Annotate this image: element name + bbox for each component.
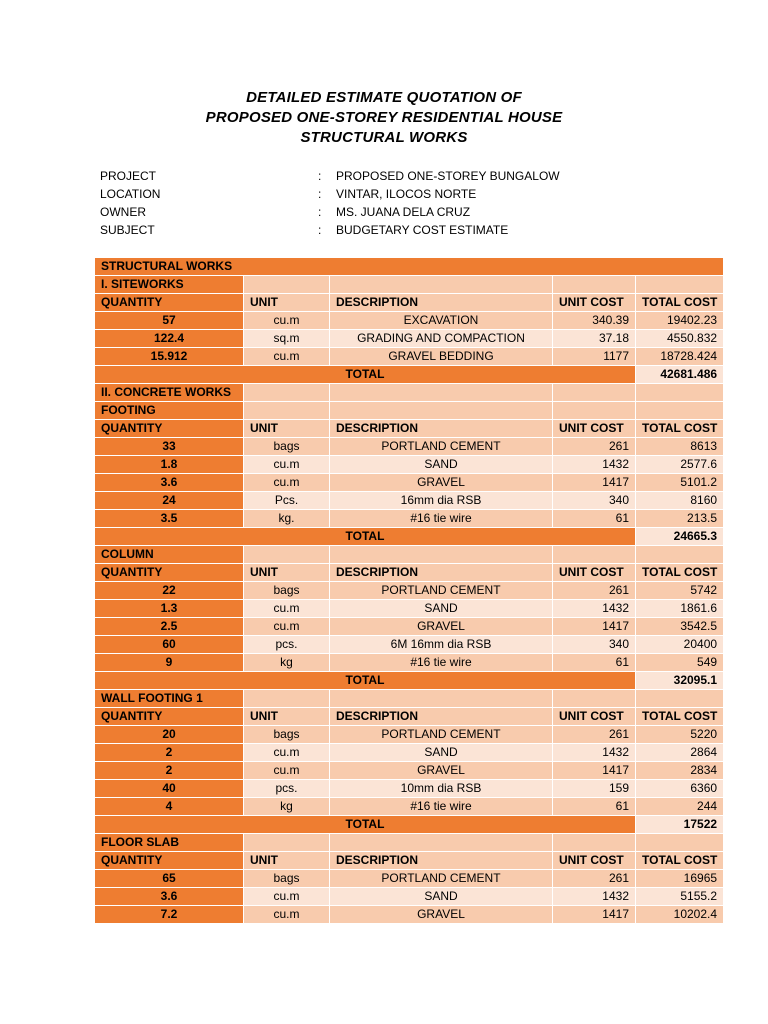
empty-cell [553,546,636,564]
section-title-row [95,546,724,564]
table-row [95,312,724,330]
empty-cell [636,384,724,402]
empty-cell [244,834,330,852]
total-cost-cell: 5155.2 [636,888,724,906]
col-header-unit: UNIT [244,564,330,582]
empty-cell [553,402,636,420]
description-cell: 6M 16mm dia RSB [330,636,553,654]
col-header-quantity: QUANTITY [95,852,244,870]
quantity-cell: 40 [95,780,244,798]
total-row [95,672,724,690]
empty-cell [244,690,330,708]
section-title-siteworks: I. SITEWORKS [95,276,244,294]
unit-cost-cell: 1417 [553,906,636,924]
section-title-row [95,690,724,708]
table-row [95,870,724,888]
unit-cell: cu.m [244,456,330,474]
total-label: TOTAL [95,816,636,834]
quantity-cell: 2 [95,744,244,762]
quantity-cell: 9 [95,654,244,672]
description-cell: PORTLAND CEMENT [330,582,553,600]
unit-cell: cu.m [244,762,330,780]
empty-cell [330,690,553,708]
unit-cell: cu.m [244,600,330,618]
table-row [95,780,724,798]
table-row [95,510,724,528]
unit-cost-cell: 340 [553,492,636,510]
col-header-quantity: QUANTITY [95,294,244,312]
info-separator: : [318,205,322,219]
unit-cost-cell: 1417 [553,618,636,636]
info-row-project [100,167,660,185]
unit-cell: cu.m [244,888,330,906]
description-cell: GRAVEL [330,906,553,924]
quantity-cell: 3.5 [95,510,244,528]
col-header-description: DESCRIPTION [330,852,553,870]
empty-cell [553,384,636,402]
unit-cost-cell: 340.39 [553,312,636,330]
table-row [95,438,724,456]
table-row [95,582,724,600]
col-header-unit: UNIT [244,294,330,312]
empty-cell [244,276,330,294]
total-cost-cell: 5742 [636,582,724,600]
total-cost-cell: 6360 [636,780,724,798]
table-row [95,888,724,906]
quantity-cell: 22 [95,582,244,600]
total-cost-cell: 4550.832 [636,330,724,348]
quantity-cell: 3.6 [95,888,244,906]
total-cost-cell: 8160 [636,492,724,510]
unit-cell: cu.m [244,312,330,330]
section-title-row [95,276,724,294]
unit-cell: bags [244,726,330,744]
table-row [95,456,724,474]
unit-cost-cell: 61 [553,798,636,816]
section-total-value: 24665.3 [636,528,724,546]
col-header-quantity: QUANTITY [95,564,244,582]
info-separator: : [318,187,322,201]
description-cell: GRAVEL [330,618,553,636]
total-cost-cell: 244 [636,798,724,816]
description-cell: PORTLAND CEMENT [330,870,553,888]
total-cost-cell: 2577.6 [636,456,724,474]
total-cost-cell: 10202.4 [636,906,724,924]
total-cost-cell: 18728.424 [636,348,724,366]
info-row-owner [100,203,660,221]
total-cost-cell: 20400 [636,636,724,654]
unit-cost-cell: 37.18 [553,330,636,348]
table-row [95,726,724,744]
doc-title-line-2: PROPOSED ONE-STOREY RESIDENTIAL HOUSE [205,109,563,126]
unit-cell: bags [244,582,330,600]
col-header-unit: UNIT [244,420,330,438]
col-header-unit-cost: UNIT COST [553,564,636,582]
col-header-description: DESCRIPTION [330,294,553,312]
unit-cost-cell: 261 [553,438,636,456]
description-cell: PORTLAND CEMENT [330,438,553,456]
empty-cell [244,402,330,420]
table-row [95,618,724,636]
unit-cost-cell: 261 [553,726,636,744]
unit-cell: cu.m [244,618,330,636]
quantity-cell: 2.5 [95,618,244,636]
unit-cell: cu.m [244,906,330,924]
table-row [95,798,724,816]
unit-cell: pcs. [244,636,330,654]
unit-cost-cell: 61 [553,654,636,672]
unit-cost-cell: 1432 [553,888,636,906]
total-label: TOTAL [95,672,636,690]
description-cell: #16 tie wire [330,654,553,672]
subsection-title-floor-slab: FLOOR SLAB [95,834,244,852]
total-cost-cell: 16965 [636,870,724,888]
empty-cell [330,402,553,420]
empty-cell [553,834,636,852]
description-cell: EXCAVATION [330,312,553,330]
description-cell: SAND [330,600,553,618]
empty-cell [553,690,636,708]
quantity-cell: 7.2 [95,906,244,924]
info-row-subject [100,221,660,239]
info-separator: : [318,169,322,183]
total-label: TOTAL [95,366,636,384]
total-cost-cell: 19402.23 [636,312,724,330]
empty-cell [244,384,330,402]
section-title-row [95,384,724,402]
unit-cell: cu.m [244,474,330,492]
total-label: TOTAL [95,528,636,546]
total-cost-cell: 549 [636,654,724,672]
empty-cell [636,546,724,564]
info-row-location [100,185,660,203]
info-value: MS. JUANA DELA CRUZ [336,205,471,219]
empty-cell [330,546,553,564]
description-cell: 10mm dia RSB [330,780,553,798]
description-cell: GRAVEL [330,474,553,492]
subsection-title-footing: FOOTING [95,402,244,420]
description-cell: SAND [330,888,553,906]
info-label: PROJECT [100,169,157,183]
description-cell: GRADING AND COMPACTION [330,330,553,348]
unit-cell: bags [244,438,330,456]
column-header-row [95,708,724,726]
col-header-quantity: QUANTITY [95,708,244,726]
empty-cell [330,834,553,852]
info-label: LOCATION [100,187,161,201]
col-header-unit: UNIT [244,852,330,870]
col-header-unit-cost: UNIT COST [553,852,636,870]
unit-cost-cell: 1432 [553,600,636,618]
unit-cell: cu.m [244,744,330,762]
table-row [95,744,724,762]
section-total-value: 32095.1 [636,672,724,690]
description-cell: GRAVEL BEDDING [330,348,553,366]
unit-cost-cell: 1417 [553,474,636,492]
empty-cell [636,690,724,708]
unit-cell: kg [244,798,330,816]
empty-cell [636,834,724,852]
col-header-total-cost: TOTAL COST [636,852,724,870]
table-row [95,474,724,492]
section-title-row [95,402,724,420]
total-cost-cell: 2834 [636,762,724,780]
info-label: SUBJECT [100,223,155,237]
description-cell: SAND [330,456,553,474]
col-header-unit-cost: UNIT COST [553,708,636,726]
doc-title-line-1: DETAILED ESTIMATE QUOTATION OF [246,89,522,106]
unit-cost-cell: 1432 [553,744,636,762]
unit-cost-cell: 1432 [553,456,636,474]
quantity-cell: 65 [95,870,244,888]
section-title-concrete-works: II. CONCRETE WORKS [95,384,244,402]
description-cell: SAND [330,744,553,762]
quantity-cell: 15.912 [95,348,244,366]
unit-cell: Pcs. [244,492,330,510]
unit-cost-cell: 261 [553,582,636,600]
doc-title-line-3: STRUCTURAL WORKS [300,129,468,146]
total-row [95,366,724,384]
empty-cell [636,276,724,294]
table-row [95,330,724,348]
col-header-unit-cost: UNIT COST [553,420,636,438]
quantity-cell: 2 [95,762,244,780]
description-cell: PORTLAND CEMENT [330,726,553,744]
estimate-table-body [95,258,724,924]
table-row [95,600,724,618]
col-header-description: DESCRIPTION [330,708,553,726]
unit-cost-cell: 340 [553,636,636,654]
total-row [95,816,724,834]
info-value: VINTAR, ILOCOS NORTE [336,187,477,201]
quantity-cell: 1.8 [95,456,244,474]
col-header-total-cost: TOTAL COST [636,420,724,438]
unit-cell: kg [244,654,330,672]
unit-cell: bags [244,870,330,888]
unit-cost-cell: 1177 [553,348,636,366]
col-header-total-cost: TOTAL COST [636,708,724,726]
unit-cost-cell: 159 [553,780,636,798]
col-header-description: DESCRIPTION [330,564,553,582]
table-row [95,348,724,366]
quantity-cell: 24 [95,492,244,510]
quantity-cell: 4 [95,798,244,816]
col-header-description: DESCRIPTION [330,420,553,438]
description-cell: GRAVEL [330,762,553,780]
table-row [95,654,724,672]
empty-cell [330,384,553,402]
subsection-title-column: COLUMN [95,546,244,564]
quantity-cell: 33 [95,438,244,456]
column-header-row [95,294,724,312]
unit-cell: sq.m [244,330,330,348]
quantity-cell: 57 [95,312,244,330]
total-cost-cell: 5220 [636,726,724,744]
section-total-value: 42681.486 [636,366,724,384]
description-cell: #16 tie wire [330,510,553,528]
total-cost-cell: 2864 [636,744,724,762]
info-value: BUDGETARY COST ESTIMATE [336,223,509,237]
total-row [95,528,724,546]
empty-cell [244,546,330,564]
column-header-row [95,564,724,582]
quantity-cell: 1.3 [95,600,244,618]
col-header-unit-cost: UNIT COST [553,294,636,312]
column-header-row [95,852,724,870]
col-header-total-cost: TOTAL COST [636,564,724,582]
unit-cost-cell: 261 [553,870,636,888]
table-row [95,492,724,510]
total-cost-cell: 8613 [636,438,724,456]
info-value: PROPOSED ONE-STOREY BUNGALOW [336,169,560,183]
section-title-row [95,834,724,852]
description-cell: #16 tie wire [330,798,553,816]
total-cost-cell: 3542.5 [636,618,724,636]
table-row [95,906,724,924]
empty-cell [636,402,724,420]
unit-cost-cell: 1417 [553,762,636,780]
total-cost-cell: 1861.6 [636,600,724,618]
empty-cell [330,276,553,294]
quantity-cell: 20 [95,726,244,744]
col-header-total-cost: TOTAL COST [636,294,724,312]
main-header-row [95,258,724,276]
info-label: OWNER [100,205,146,219]
total-cost-cell: 5101.2 [636,474,724,492]
estimate-table [94,257,724,924]
column-header-row [95,420,724,438]
col-header-unit: UNIT [244,708,330,726]
table-main-header: STRUCTURAL WORKS [95,258,724,276]
description-cell: 16mm dia RSB [330,492,553,510]
quantity-cell: 60 [95,636,244,654]
section-total-value: 17522 [636,816,724,834]
unit-cell: pcs. [244,780,330,798]
unit-cell: cu.m [244,348,330,366]
project-info [100,167,660,239]
unit-cost-cell: 61 [553,510,636,528]
subsection-title-wall-footing: WALL FOOTING 1 [95,690,244,708]
info-separator: : [318,223,322,237]
total-cost-cell: 213.5 [636,510,724,528]
table-row [95,762,724,780]
unit-cell: kg. [244,510,330,528]
table-row [95,636,724,654]
quantity-cell: 3.6 [95,474,244,492]
quantity-cell: 122.4 [95,330,244,348]
col-header-quantity: QUANTITY [95,420,244,438]
empty-cell [553,276,636,294]
